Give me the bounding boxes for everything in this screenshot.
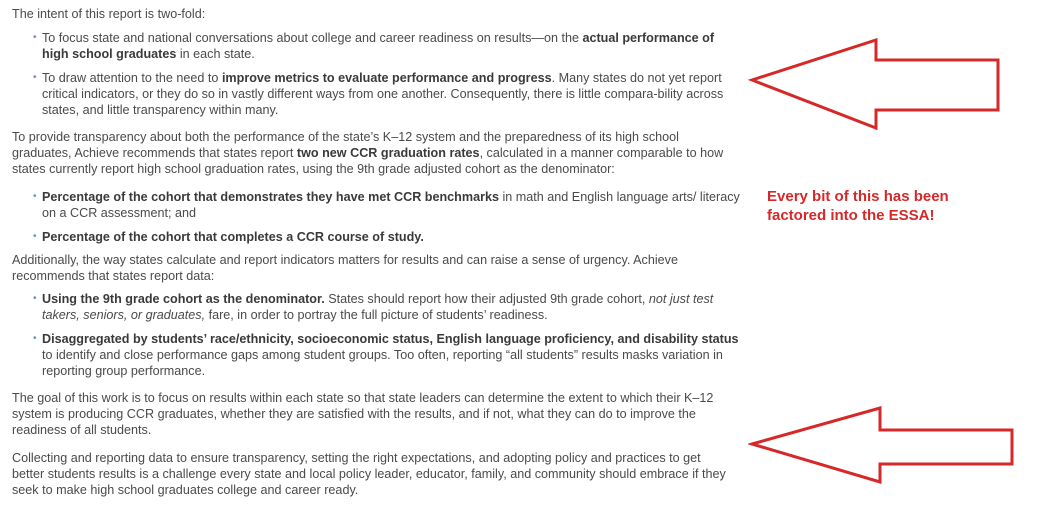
collecting-paragraph: Collecting and reporting data to ensure transparency, setting the right expectations, and adopting policy and practices to get better students results is a challenge every state and local policy leader, educator, family, and community should embrace if they seek to make high school graduates college and career ready.	[12, 451, 726, 497]
rate-bullet-1: • Percentage of the cohort that demonstrates they have met CCR benchmarks in math and English language arts/ literacy on a CCR assessment; and	[34, 189, 742, 221]
goal-paragraph: The goal of this work is to focus on results within each state so that state leaders can determine the extent to which their K–12 system is producing CCR graduates, whether they are satisfied with the results, and if not, what they can do to improve the readiness of all students.	[12, 391, 714, 437]
data-bullet-cohort: • Using the 9th grade cohort as the denominator. States should report how their adjusted 9th grade cohort, not just test takers, seniors, or graduates, fare, in order to portray the full picture of students’ readiness.	[34, 291, 742, 323]
left-arrow-top	[748, 38, 1008, 138]
left-arrow-bottom	[748, 406, 1018, 486]
data-bullet-disaggregated: • Disaggregated by students’ race/ethnicity, socioeconomic status, English language proficiency, and disability status to identify and close performance gaps among student groups. Too often, reporting “all students” results masks variation in reporting group performance.	[34, 331, 742, 379]
arrow-top-shape	[752, 40, 998, 128]
transparency-paragraph: To provide transparency about both the performance of the state’s K–12 system and the preparedness of its high school graduates, Achieve recommends that states report two new CCR graduation rates, calculated in a manner comparable to how states currently report high school graduation rates, using the 9th grade adjusted cohort as the denominator:	[12, 130, 724, 176]
intro-line: The intent of this report is two-fold:	[12, 7, 206, 21]
arrow-bottom-shape	[752, 408, 1012, 482]
intent-bullet-1: • To focus state and national conversations about college and career readiness on results—on the actual performance of high school graduates in each state.	[34, 30, 742, 62]
additionally-paragraph: Additionally, the way states calculate and report indicators matters for results and can raise a sense of urgency. Achieve recommends that states report data:	[12, 253, 678, 283]
rate-bullet-2: • Percentage of the cohort that completes a CCR course of study.	[34, 229, 742, 245]
intent-bullet-2: • To draw attention to the need to improve metrics to evaluate performance and progress. Many states do not yet report critical indicators, or they do so in vastly different ways from one another. Consequently, there is little compara-bility across states, and little transparency within many.	[34, 70, 742, 118]
annotation-note: Every bit of this has been factored into the ESSA!	[767, 188, 949, 224]
